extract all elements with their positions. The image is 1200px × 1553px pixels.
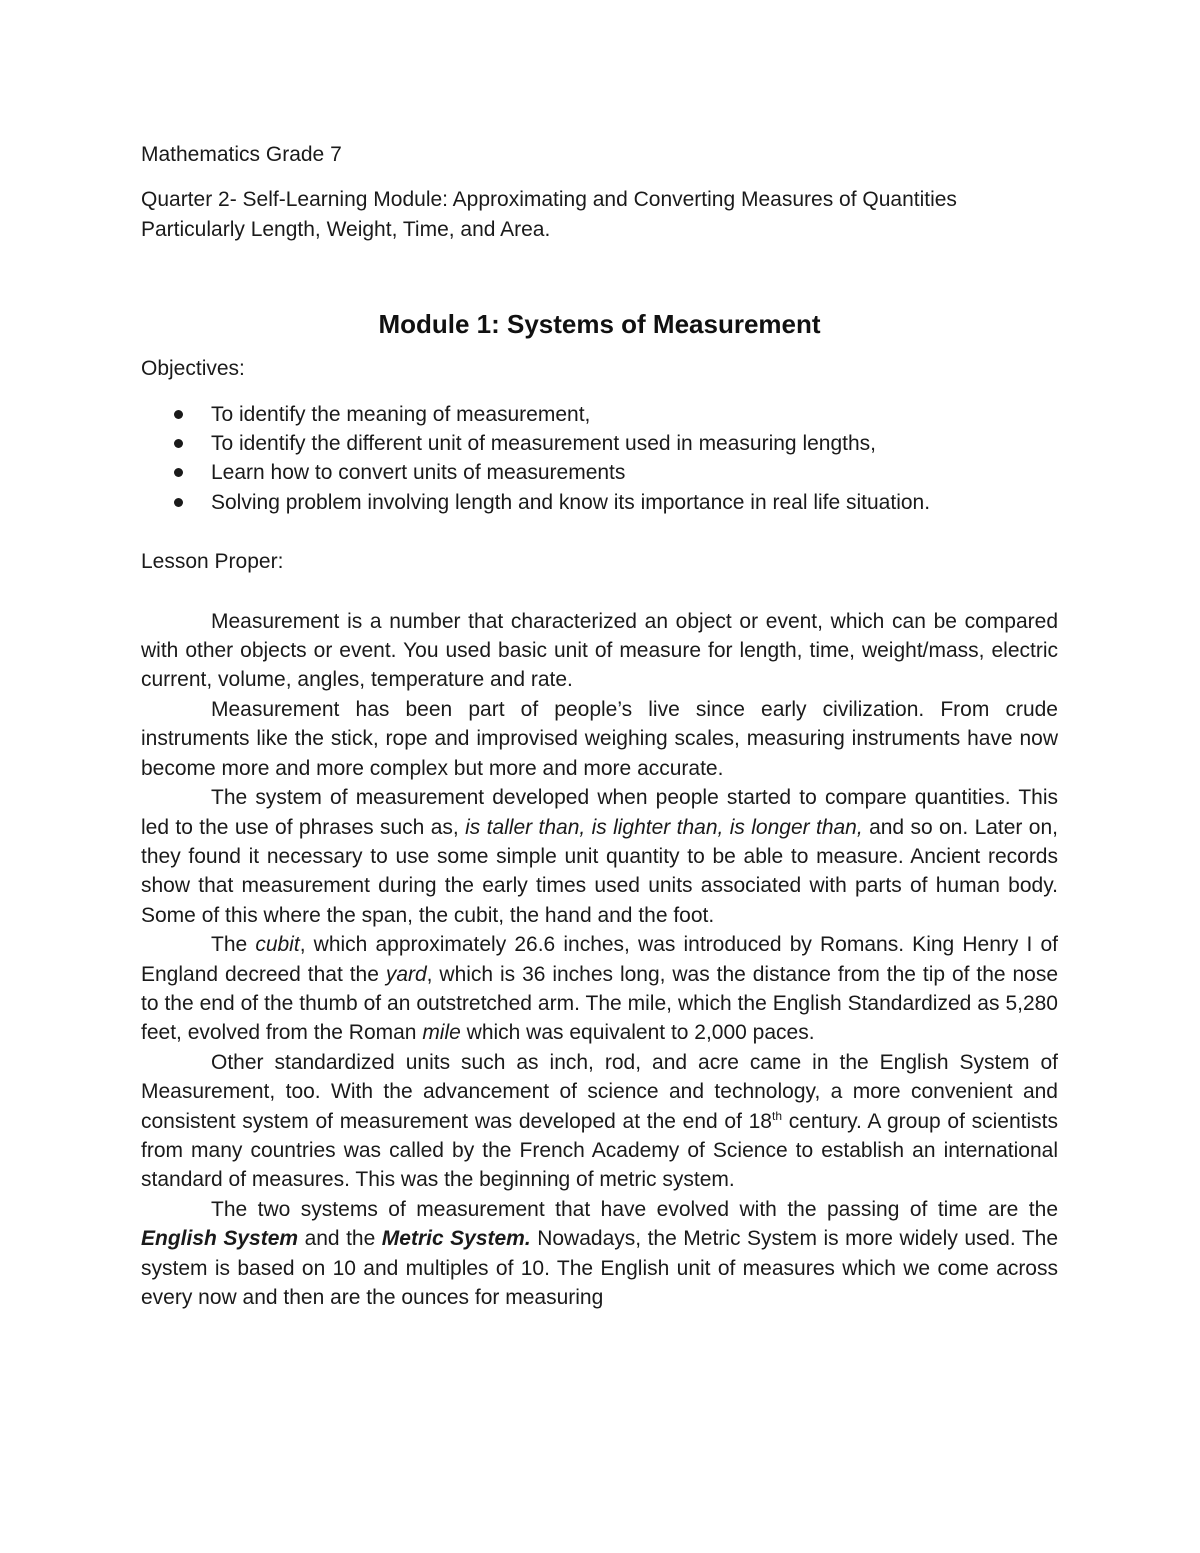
text-run: , which approximately 26.6 inches, was introduced by Romans. King Henry I of England decreed that the (141, 933, 1058, 986)
lesson-paragraph-4 (141, 930, 1058, 1048)
objective-item (141, 429, 1058, 458)
objective-item (141, 458, 1058, 487)
bullet-icon (174, 410, 183, 419)
objective-item (141, 400, 1058, 429)
objective-text: To identify the meaning of measurement, (211, 402, 591, 426)
term-cubit: cubit (255, 933, 300, 957)
term-english-system: English System (141, 1227, 299, 1251)
objectives-list (141, 400, 1058, 518)
lesson-proper-label: Lesson Proper: (141, 550, 284, 574)
bullet-icon (174, 498, 183, 507)
bullet-icon (174, 439, 183, 448)
ordinal-superscript: th (772, 1108, 783, 1123)
objective-text: To identify the different unit of measurement used in measuring lengths, (211, 432, 876, 456)
subject-heading: Mathematics Grade 7 (141, 143, 342, 166)
comparison-phrases: is taller than, is lighter than, is longer than, (465, 815, 863, 839)
objective-item (141, 488, 1058, 517)
text-run: , which is 36 inches long, was the distance from the tip of the nose to the end of the thumb of an outstretched arm. The mile, which the English Standardized as 5,280 feet, evolved from the Roman (141, 962, 1059, 1045)
lesson-paragraph-3 (141, 783, 1058, 930)
quarter-module-line: Quarter 2- Self-Learning Module: Approximating and Converting Measures of Quantities Particularly Length, Weight, Time, and Area. (141, 188, 957, 241)
bullet-icon (174, 468, 183, 477)
objective-text: Learn how to convert units of measurements (211, 461, 626, 485)
objectives-label: Objectives: (141, 357, 245, 381)
lesson-body (141, 607, 1058, 1313)
text-run: The two systems of measurement that have evolved with the passing of time are the (211, 1197, 1058, 1221)
objective-text: Solving problem involving length and know its importance in real life situation. (211, 490, 931, 514)
lesson-paragraph-6 (141, 1195, 1058, 1313)
lesson-paragraph-1: Measurement is a number that characterized an object or event, which can be compared with other objects or event. You used basic unit of measure for length, time, weight/mass, electric current, volume, angles, temperature and rate. (141, 609, 1058, 692)
text-run: Other standardized units such as inch, rod, and acre came in the English System of Measurement, too. With the advancement of science and technology, a more convenient and consistent system of measurement was developed at the end of 18 (141, 1050, 1058, 1133)
text-run: century. A group of scientists from many countries was called by the French Academy of Science to establish an international standard of measures. This was the beginning of metric system. (141, 1109, 1059, 1192)
text-run: and the (298, 1227, 382, 1251)
document-page (141, 140, 1058, 1312)
text-run: and so on. Later on, they found it necessary to use some simple unit quantity to be able to measure. Ancient records show that measurement during the early times used units associated with parts of human body. Some of this where the span, the cubit, the hand and the foot. (141, 815, 1058, 927)
term-mile: mile (422, 1021, 461, 1045)
module-title: Module 1: Systems of Measurement (378, 309, 821, 340)
term-yard: yard (385, 962, 427, 986)
lesson-paragraph-5 (141, 1048, 1058, 1195)
lesson-paragraph-2: Measurement has been part of people’s live since early civilization. From crude instruments like the stick, rope and improvised weighing scales, measuring instruments have now become more and more complex but more and more accurate. (141, 697, 1058, 780)
text-run: Nowadays, the Metric System is more widely used. The system is based on 10 and multiples of 10. The English unit of measures which we come across every now and then are the ounces for measuring (141, 1227, 1059, 1309)
term-metric-system: Metric System. (381, 1227, 531, 1251)
text-run: The (211, 933, 256, 957)
text-run: The system of measurement developed when people started to compare quantities. This led to the use of phrases such as, (141, 786, 1058, 839)
text-run: which was equivalent to 2,000 paces. (460, 1021, 815, 1045)
